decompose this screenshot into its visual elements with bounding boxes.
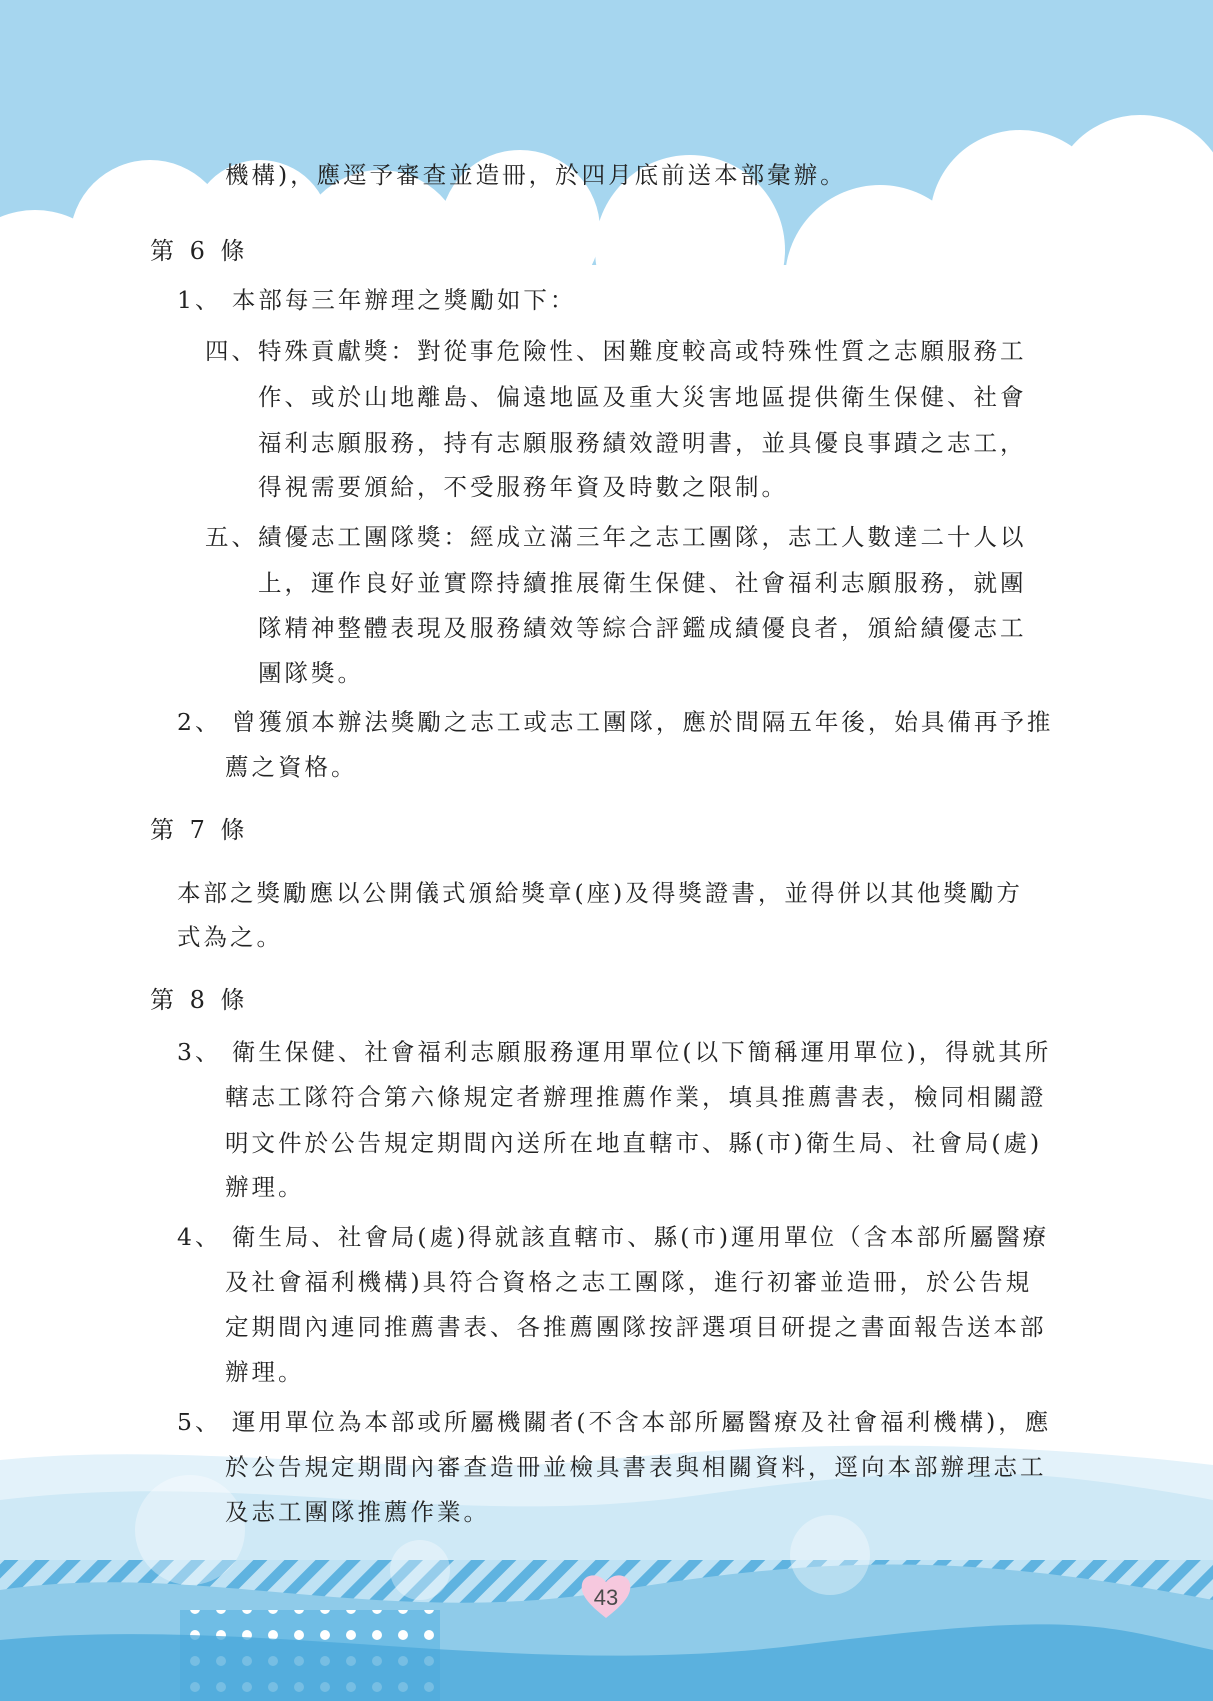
text-line: 本部之獎勵應以公開儀式頒給獎章(座)及得獎證書，並得併以其他獎勵方 <box>177 879 1023 907</box>
text-line: 五、績優志工團隊獎：經成立滿三年之志工團隊，志工人數達二十人以 <box>205 523 1027 551</box>
text-line: 及志工團隊推薦作業。 <box>225 1498 490 1526</box>
text-line: 3、 衛生保健、社會福利志願服務運用單位(以下簡稱運用單位)，得就其所 <box>177 1038 1052 1066</box>
text-line: 式為之。 <box>177 923 283 951</box>
text-line: 轄志工隊符合第六條規定者辦理推薦作業，填具推薦書表，檢同相關證 <box>225 1083 1047 1111</box>
text-line: 明文件於公告規定期間內送所在地直轄市、縣(市)衛生局、社會局(處) <box>225 1129 1043 1157</box>
text-line: 薦之資格。 <box>225 753 358 781</box>
text-line: 1、 本部每三年辦理之獎勵如下： <box>177 286 577 314</box>
article-heading: 第 8 條 <box>150 986 249 1014</box>
text-line: 於公告規定期間內審查造冊並檢具書表與相關資料，逕向本部辦理志工 <box>225 1453 1047 1481</box>
page-number-text: 43 <box>593 1585 619 1610</box>
article-heading: 第 7 條 <box>150 816 249 844</box>
text-line: 辦理。 <box>225 1173 305 1201</box>
text-line: 4、 衛生局、社會局(處)得就該直轄市、縣(市)運用單位（含本部所屬醫療 <box>177 1223 1050 1251</box>
text-line: 辦理。 <box>225 1358 305 1386</box>
text-line: 團隊獎。 <box>258 659 364 687</box>
text-line: 上，運作良好並實際持續推展衛生保健、社會福利志願服務，就團 <box>258 569 1027 597</box>
text-line: 隊精神整體表現及服務績效等綜合評鑑成績優良者，頒給績優志工 <box>258 614 1027 642</box>
text-line: 及社會福利機構)具符合資格之志工團隊，進行初審並造冊，於公告規 <box>225 1268 1033 1296</box>
text-line: 四、特殊貢獻獎：對從事危險性、困難度較高或特殊性質之志願服務工 <box>205 337 1027 365</box>
text-line: 2、 曾獲頒本辦法獎勵之志工或志工團隊，應於間隔五年後，始具備再予推 <box>177 708 1054 736</box>
text-line: 5、 運用單位為本部或所屬機關者(不含本部所屬醫療及社會福利機構)，應 <box>177 1408 1052 1436</box>
text-line: 機構)，應逕予審查並造冊，於四月底前送本部彙辦。 <box>225 161 847 189</box>
text-line: 作、或於山地離島、偏遠地區及重大災害地區提供衛生保健、社會 <box>258 383 1027 411</box>
text-line: 得視需要頒給，不受服務年資及時數之限制。 <box>258 473 788 501</box>
text-line: 定期間內連同推薦書表、各推薦團隊按評選項目研提之書面報告送本部 <box>225 1313 1047 1341</box>
article-heading: 第 6 條 <box>150 237 249 265</box>
page-number <box>578 1568 634 1624</box>
text-line: 福利志願服務，持有志願服務績效證明書，並具優良事蹟之志工， <box>258 429 1027 457</box>
